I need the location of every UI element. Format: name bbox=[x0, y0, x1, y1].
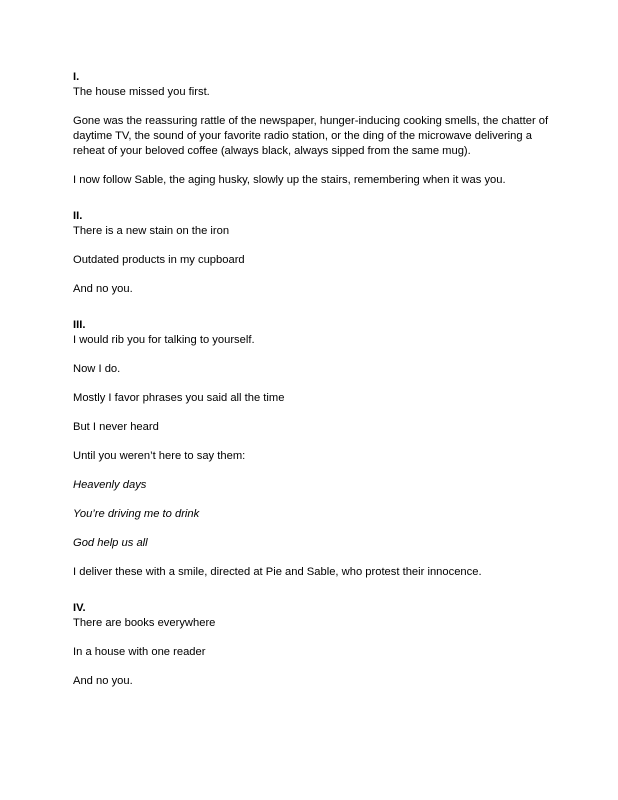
paragraph: Outdated products in my cupboard bbox=[73, 254, 245, 266]
document-page bbox=[73, 70, 553, 689]
section-4 bbox=[73, 601, 553, 689]
paragraph: In a house with one reader bbox=[73, 646, 206, 658]
paragraph: Until you weren’t here to say them: bbox=[73, 450, 246, 462]
paragraph: I would rib you for talking to yourself. bbox=[73, 334, 255, 346]
section-heading: II. bbox=[73, 210, 83, 222]
section-heading: IV. bbox=[73, 602, 86, 614]
section-heading: I. bbox=[73, 71, 80, 83]
paragraph: Now I do. bbox=[73, 363, 121, 375]
paragraph: I deliver these with a smile, directed at Pie and Sable, who protest their innocence. bbox=[73, 566, 482, 578]
paragraph: There are books everywhere bbox=[73, 617, 216, 629]
section-heading: III. bbox=[73, 319, 86, 331]
section-2 bbox=[73, 209, 553, 297]
paragraph: And no you. bbox=[73, 283, 133, 295]
italic-phrase: Heavenly days bbox=[73, 479, 147, 491]
section-3 bbox=[73, 318, 553, 580]
paragraph: But I never heard bbox=[73, 421, 159, 433]
section-1 bbox=[73, 70, 553, 188]
paragraph: And no you. bbox=[73, 675, 133, 687]
italic-phrase: God help us all bbox=[73, 537, 148, 549]
paragraph: The house missed you first. bbox=[73, 86, 210, 98]
paragraph: Gone was the reassuring rattle of the newspaper, hunger-inducing cooking smells, the chatter of daytime TV, the sound of your favorite radio station, or the ding of the microwave delivering a reheat of your beloved coffee (always black, always sipped from the same mug). bbox=[73, 115, 549, 157]
paragraph: I now follow Sable, the aging husky, slowly up the stairs, remembering when it was you. bbox=[73, 174, 506, 186]
paragraph: Mostly I favor phrases you said all the time bbox=[73, 392, 285, 404]
italic-phrase: You’re driving me to drink bbox=[73, 508, 200, 520]
paragraph: There is a new stain on the iron bbox=[73, 225, 230, 237]
